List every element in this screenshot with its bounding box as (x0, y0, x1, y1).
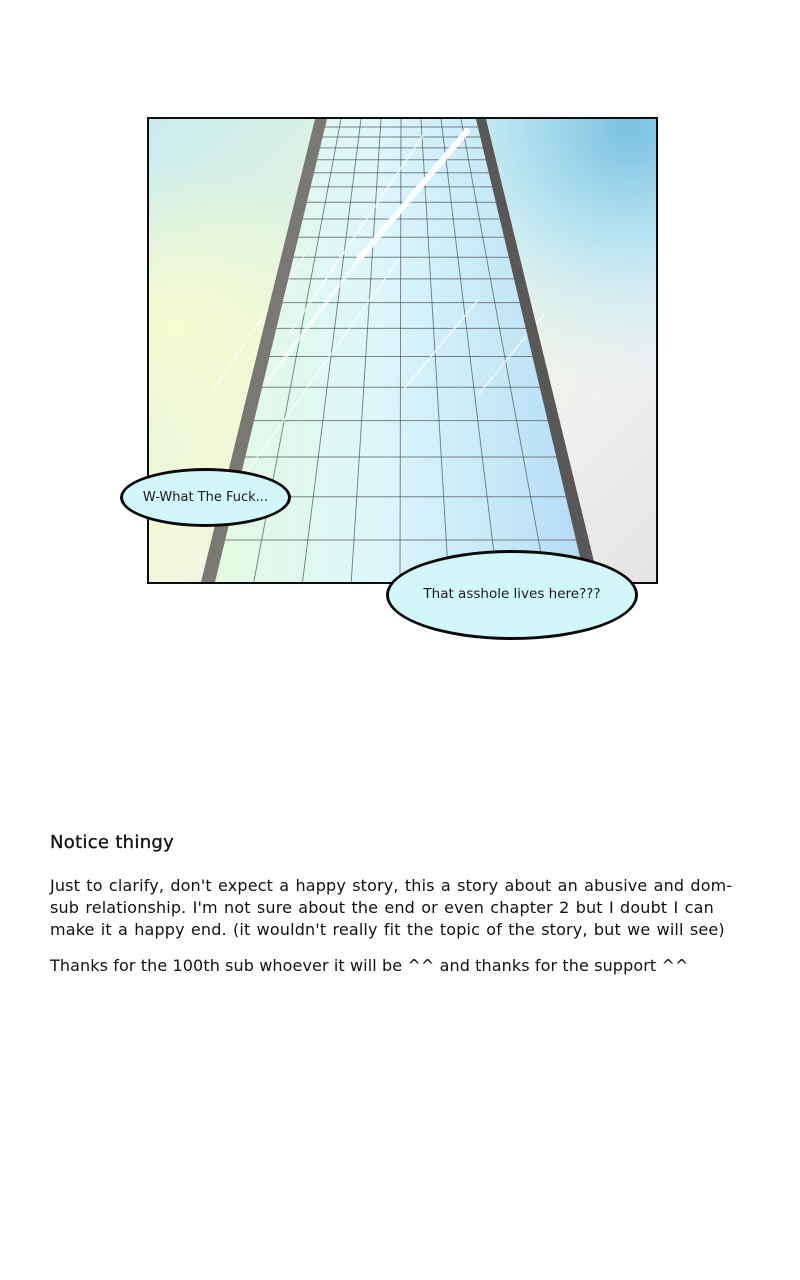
speech-bubble-text: That asshole lives here??? (423, 586, 601, 602)
speech-bubble-text: W-What The Fuck... (142, 490, 269, 505)
notice-line: make it a happy end. (it wouldn't really fit the topic of the story, but we will see) (50, 920, 725, 939)
notice-title: Notice thingy (50, 832, 175, 853)
speech-bubble-left (120, 468, 291, 527)
notice-body (50, 875, 785, 941)
author-notice (50, 832, 785, 977)
notice-thanks: Thanks for the 100th sub whoever it will be ^^ and thanks for the support ^^ (50, 956, 689, 975)
speech-bubble-right (386, 550, 638, 640)
notice-line: Just to clarify, don't expect a happy story, this a story about an abusive and dom- (50, 876, 733, 895)
notice-line: sub relationship. I'm not sure about the end or even chapter 2 but I doubt I can (50, 898, 714, 917)
